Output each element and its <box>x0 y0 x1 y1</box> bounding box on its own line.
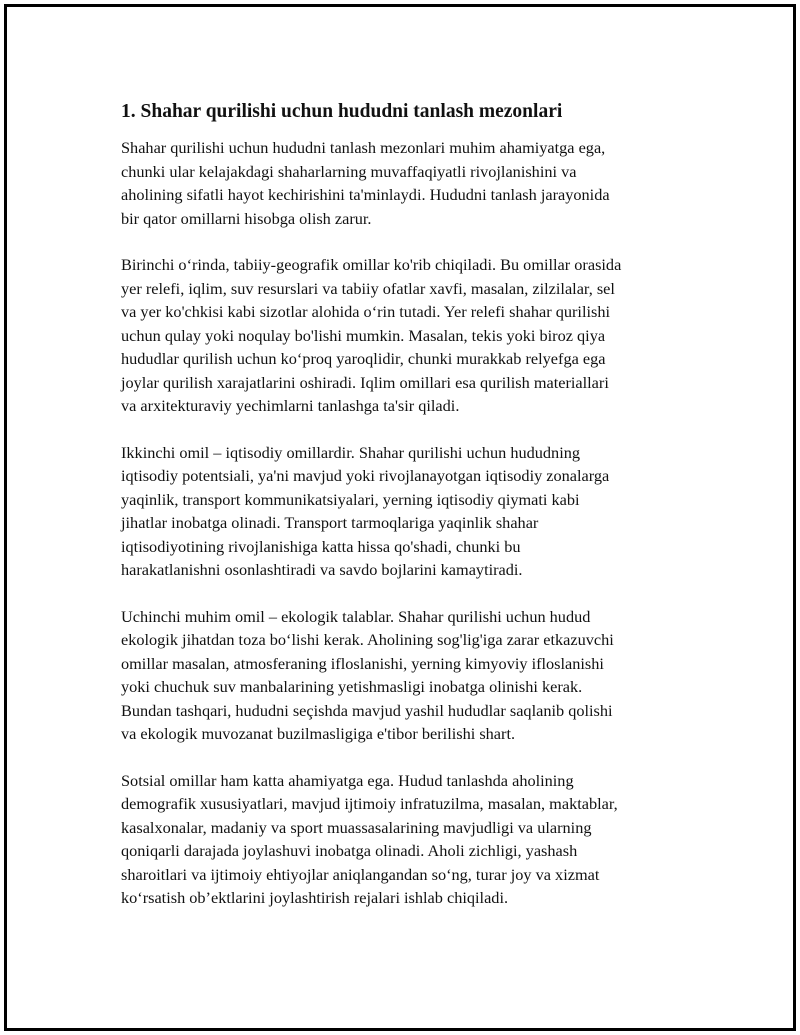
text-line: sharoitlari va ijtimoiy ehtiyojlar aniqlangandan so‘ng, turar joy va xizmat <box>121 864 600 884</box>
text-line: yaqinlik, transport kommunikatsiyalari, yerning iqtisodiy qiymati kabi <box>121 489 580 509</box>
text-line: Shahar qurilishi uchun hududni tanlash mezonlari muhim ahamiyatga ega, <box>121 138 606 157</box>
text-line: chunki ular kelajakdagi shaharlarning muvaffaqiyatli rivojlanishini va <box>121 161 577 181</box>
text-line: va ekologik muvozanat buzilmasligiga e'tibor berilishi shart. <box>121 724 516 743</box>
text-line: demografik xususiyatlari, mavjud ijtimoiy infratuzilma, masalan, maktablar, <box>121 794 618 813</box>
text-line: ko‘rsatish ob’ektlarini joylashtirish rejalari ishlab chiqiladi. <box>121 888 509 907</box>
paragraph-intro <box>121 136 701 230</box>
text-line: bir qator omillarni hisobga olish zarur. <box>121 208 372 228</box>
text-line: ekologik jihatdan toza bo‘lishi kerak. Aholining sog'lig'iga zarar etkazuvchi <box>121 630 614 649</box>
paragraph-ecological-factors <box>121 605 701 746</box>
text-line: iqtisodiyotining rivojlanishiga katta hissa qo'shadi, chunki bu <box>121 536 521 556</box>
text-line: Ikkinchi omil – iqtisodiy omillardir. Shahar qurilishi uchun hududning <box>121 442 581 462</box>
paragraph-natural-factors <box>121 253 701 418</box>
text-line: omillar masalan, atmosferaning ifloslanishi, yerning kimyoviy ifloslanishi <box>121 653 604 673</box>
text-line: iqtisodiy potentsiali, ya'ni mavjud yoki rivojlanayotgan iqtisodiy zonalarga <box>121 466 610 485</box>
text-line: kasalxonalar, madaniy va sport muassasalarining mavjudligi va ularning <box>121 817 592 837</box>
text-line: Birinchi o‘rinda, tabiiy-geografik omillar ko'rib chiqiladi. Bu omillar orasida <box>121 255 622 274</box>
text-line: Uchinchi muhim omil – ekologik talablar. Shahar qurilishi uchun hudud <box>121 606 591 626</box>
text-line: qoniqarli darajada joylashuvi inobatga olinadi. Aholi zichligi, yashash <box>121 841 578 860</box>
page-frame <box>4 4 796 1031</box>
text-line: jihatlar inobatga olinadi. Transport tarmoqlariga yaqinlik shahar <box>121 513 539 532</box>
text-line: Sotsial omillar ham katta ahamiyatga ega. Hudud tanlashda aholining <box>121 770 574 790</box>
text-line: va yer ko'chkisi kabi sizotlar alohida o‘rin tutadi. Yer relefi shahar qurilishi <box>121 302 610 321</box>
text-line: harakatlanishni osonlashtiradi va savdo bojlarini kamaytiradi. <box>121 560 523 579</box>
text-line: Bundan tashqari, hududni seçishda mavjud yashil hududlar saqlanib qolishi <box>121 700 613 720</box>
text-line: va arxitekturaviy yechimlarni tanlashga ta'sir qiladi. <box>121 396 460 415</box>
document-body <box>121 99 701 933</box>
paragraph-social-factors <box>121 769 701 910</box>
text-line: yoki chuchuk suv manbalarining yetishmasligi inobatga olinishi kerak. <box>121 677 583 696</box>
text-line: aholining sifatli hayot kechirishini ta'minlaydi. Hududni tanlash jarayonida <box>121 185 610 204</box>
text-line: uchun qulay yoki noqulay bo'lishi mumkin. Masalan, tekis yoki biroz qiya <box>121 325 606 345</box>
text-line: joylar qurilish xarajatlarini oshiradi. Iqlim omillari esa qurilish materiallari <box>121 372 609 392</box>
text-line: hududlar qurilish uchun ko‘proq yaroqlidir, chunki murakkab relyefga ega <box>121 349 606 368</box>
section-heading: 1. Shahar qurilishi uchun hududni tanlash mezonlari <box>121 101 563 122</box>
text-line: yer relefi, iqlim, suv resurslari va tabiiy ofatlar xavfi, masalan, zilzilalar, sel <box>121 278 615 298</box>
paragraph-economic-factors <box>121 441 701 582</box>
